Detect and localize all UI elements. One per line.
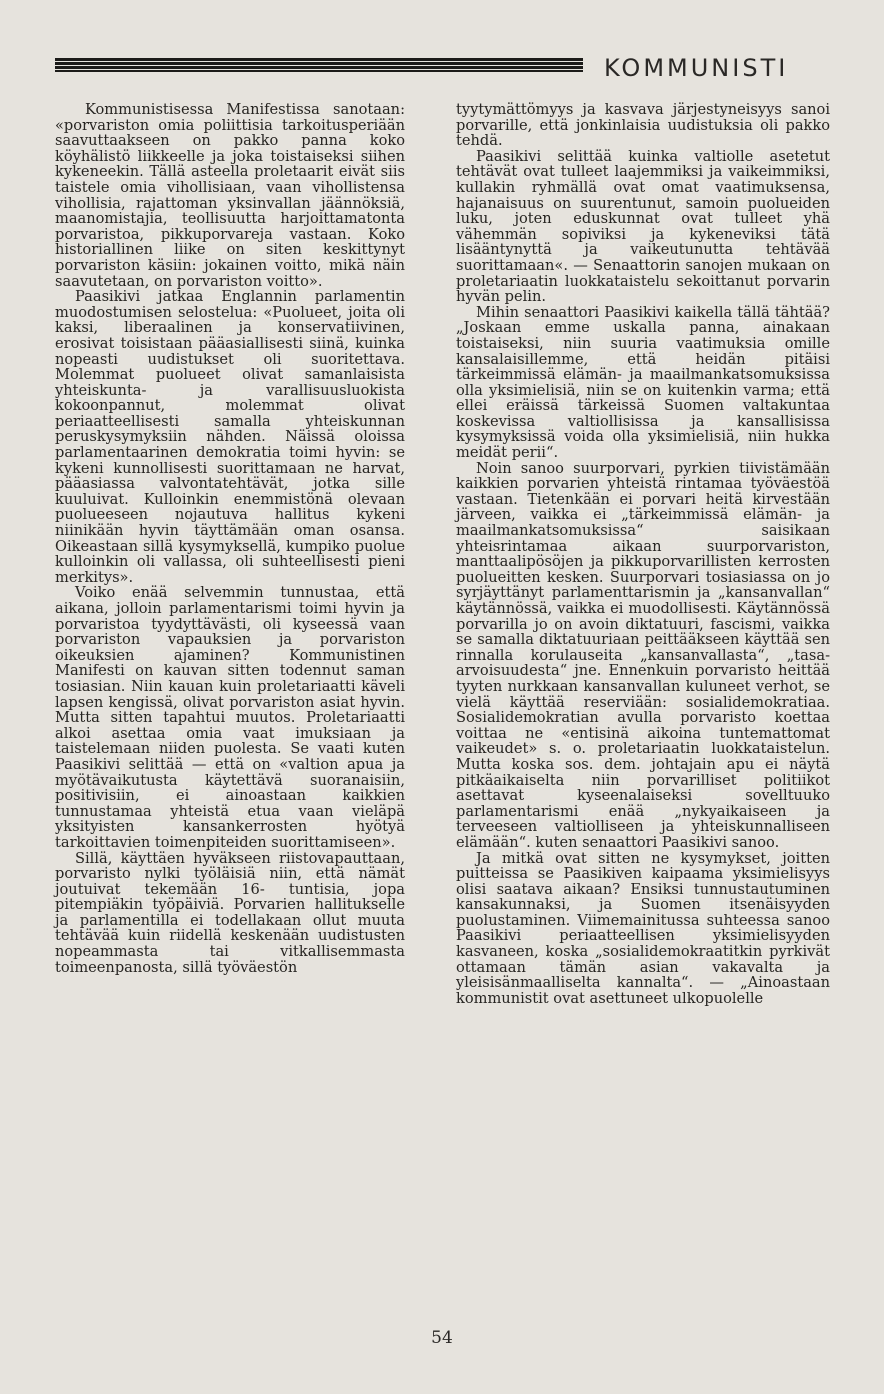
paragraph: Ja mitkä ovat sitten ne kysymykset, joitten puitteissa se Paasikiven kaipaama yksimielisyys olisi saatava aikaan? Ensiksi tunnustautuminen kansakunnaksi, ja Suomen itsenäisyyden puolustaminen. Viimemainitussa suhteessa sanoo Paasikivi periaatteellisen yksimielisyyden kasvaneen, koska „sosialidemokraatitkin pyrkivät ottamaan tämän asian vakavalta ja yleisisänmaalliselta kannalta“. — „Ainoastaan kommunistit ovat asettuneet ulkopuolelle	[456, 849, 830, 1007]
paragraph: Mihin senaattori Paasikivi kaikella tällä tähtää? „Joskaan emme uskalla panna, ainakaan toistaiseksi, niin suuria vaatimuksia omille kansalaisillemme, että heidän pitäisi tärkeimmissä elämän- ja maailmankatsomuksissa olla yksimielisiä, niin se on kuitenkin varma; että ellei eräissä tärkeissä Suomen valtakuntaa koskevissa valtiollisissa ja kansallisissa kysymyksissä voida olla yksimielisiä, niin hukka meidät perii“.	[456, 303, 830, 462]
paragraph: Kommunistisessa Manifestissa sanotaan: «porvariston omia poliittisia tarkoitusperiään saavuttaakseen on pakko panna koko köyhälistö liikkeelle ja joka toistaiseksi siihen kykeneekin. Tällä asteella proletaarit eivät siis taistele omia vihollisiaan, vaan vihollistensa vihollisia, rajattoman yksinvallan jäännöksiä, maanomistajia, teollisuutta harjoittamatonta porvaristoa, pikkuporvareja vastaan. Koko historiallinen liike on siten keskittynyt porvariston käsiin: jokainen voitto, mikä näin saavutetaan, on porvariston voitto».	[55, 101, 405, 290]
paragraph: Paasikivi selittää kuinka valtiolle asetetut tehtävät ovat tulleet laajemmiksi ja vaikeimmiksi, kullakin ryhmällä ovat omat vaatimuksensa, hajanaisuus on suurentunut, samoin puolueiden luku, joten eduskunnat ovat tulleet yhä vähemmän sopiviksi ja kykeneviksi tätä lisääntynyttä ja vaikeutunutta tehtävää suorittamaan«. — Senaattorin sanojen mukaan on proletariaatin luokkataistelu sekoittanut porvarin hyvän pelin.	[456, 147, 830, 306]
left-column	[55, 102, 405, 975]
paragraph: Voiko enää selvemmin tunnustaa, että aikana, jolloin parlamentarismi toimi hyvin ja porvaristoa tyydyttävästi, oli kyseessä vaan porvariston vapauksien ja porvariston oikeuksien ajaminen? Kommunistinen Manifesti on kauvan sitten todennut saman tosiasian. Niin kauan kuin proletariaatti käveli lapsen kengissä, olivat porvariston asiat hyvin. Mutta sitten tapahtui muutos. Proletariaatti alkoi asettaa omia vaat imuksiaan ja taistelemaan niiden puolesta. Se vaati kuten Paasikivi selittää — että on «valtion apua ja myötävaikutusta käytettävä suoranaisiin, positivisiin, ei ainoastaan kaikkien tunnustamaa yhteistä etua vaan vieläpä yksityisten kansankerrosten hyötyä tarkoittavien toimenpiteiden suorittamiseen».	[55, 584, 405, 851]
paragraph: Paasikivi jatkaa Englannin parlamentin muodostumisen selostelua: «Puolueet, joita oli kaksi, liberaalinen ja konservatiivinen, erosivat toisistaan pääasiallisesti siinä, kuinka nopeasti uudistukset oli suoritettava. Molemmat puolueet olivat samanlaisista yhteiskunta- ja varallisuusluokista kokoonpannut, molemmat olivat periaatteellisesti samalla yhteiskunnan peruskysymyksiin nähden. Näissä oloissa parlamentaarinen demokratia toimi hyvin: se kykeni kunnollisesti suorittamaan ne harvat, pääasiassa valvontatehtävät, jotka sille kuuluivat. Kulloinkin enemmistönä olevaan puolueeseen nojautuva hallitus kykeni niinikään hyvin täyttämään oman osansa. Oikeastaan sillä kysymyksellä, kumpiko puolue kulloinkin oli vallassa, oli suhteellisesti pieni merkitys».	[55, 288, 405, 586]
journal-title: KOMMUNISTI	[604, 54, 789, 82]
paragraph: Sillä, käyttäen hyväkseen riistovapauttaan, porvaristo nylki työläisiä niin, että nämät joutuivat tekemään 16- tuntisia, jopa pitempiäkin työpäiviä. Porvarien hallitukselle ja parlamentilla ei todellakaan ollut muuta tehtävää kuin riidellä keskenään uudistusten nopeammasta tai vitkallisemmasta toimeenpanosta, sillä työväestön	[55, 849, 405, 976]
paragraph: tyytymättömyys ja kasvava järjestyneisyys sanoi porvarille, että jonkinlaisia uudistuksia oli pakko tehdä.	[456, 101, 830, 150]
header-rule	[55, 58, 583, 72]
page-number: 54	[431, 1328, 453, 1348]
paragraph: Noin sanoo suurporvari, pyrkien tiivistämään kaikkien porvarien yhteistä rintamaa työväestöä vastaan. Tietenkään ei porvari heitä kirvestään järveen, vaikka ei „tärkeimmissä elämän- ja maailmankatsomuksissa“ saisikaan yhteisrintamaa aikaan suurporvariston, manttaalipösöjen ja pikkuporvarillisten kerrosten puolueitten kesken. Suurporvari tosiasiassa on jo syrjäyttänyt parlamenttarismin ja „kansanvallan“ käytännössä, vaikka ei muodollisesti. Käytännössä porvarilla jo on avoin diktatuuri, fascismi, vaikka se samalla diktatuuriaan peittääkseen käyttää sen rinnalla korulauseita „kansanvallasta“, „tasa-arvoisuudesta“ jne. Ennenkuin porvaristo heittää tyyten nurkkaan kansanvallan kuluneet verhot, se vielä käyttää reserviään: sosialidemokratiaa. Sosialidemokratian avulla porvaristo koettaa voittaa ne «entisinä aikoina tuntemattomat vaikeudet» s. o. proletariaatin luokkataistelun. Mutta koska sos. dem. johtajain apu ei näytä pitkäaikaiselta niin porvarilliset politiikot asettavat kyseenalaiseksi sovelltuuko parlamentarismi enää „nykyaikaiseen ja terveeseen valtiolliseen ja yhteiskunnalliseen elämään“. kuten senaattori Paasikivi sanoo.	[456, 459, 830, 851]
right-column	[456, 102, 830, 1006]
